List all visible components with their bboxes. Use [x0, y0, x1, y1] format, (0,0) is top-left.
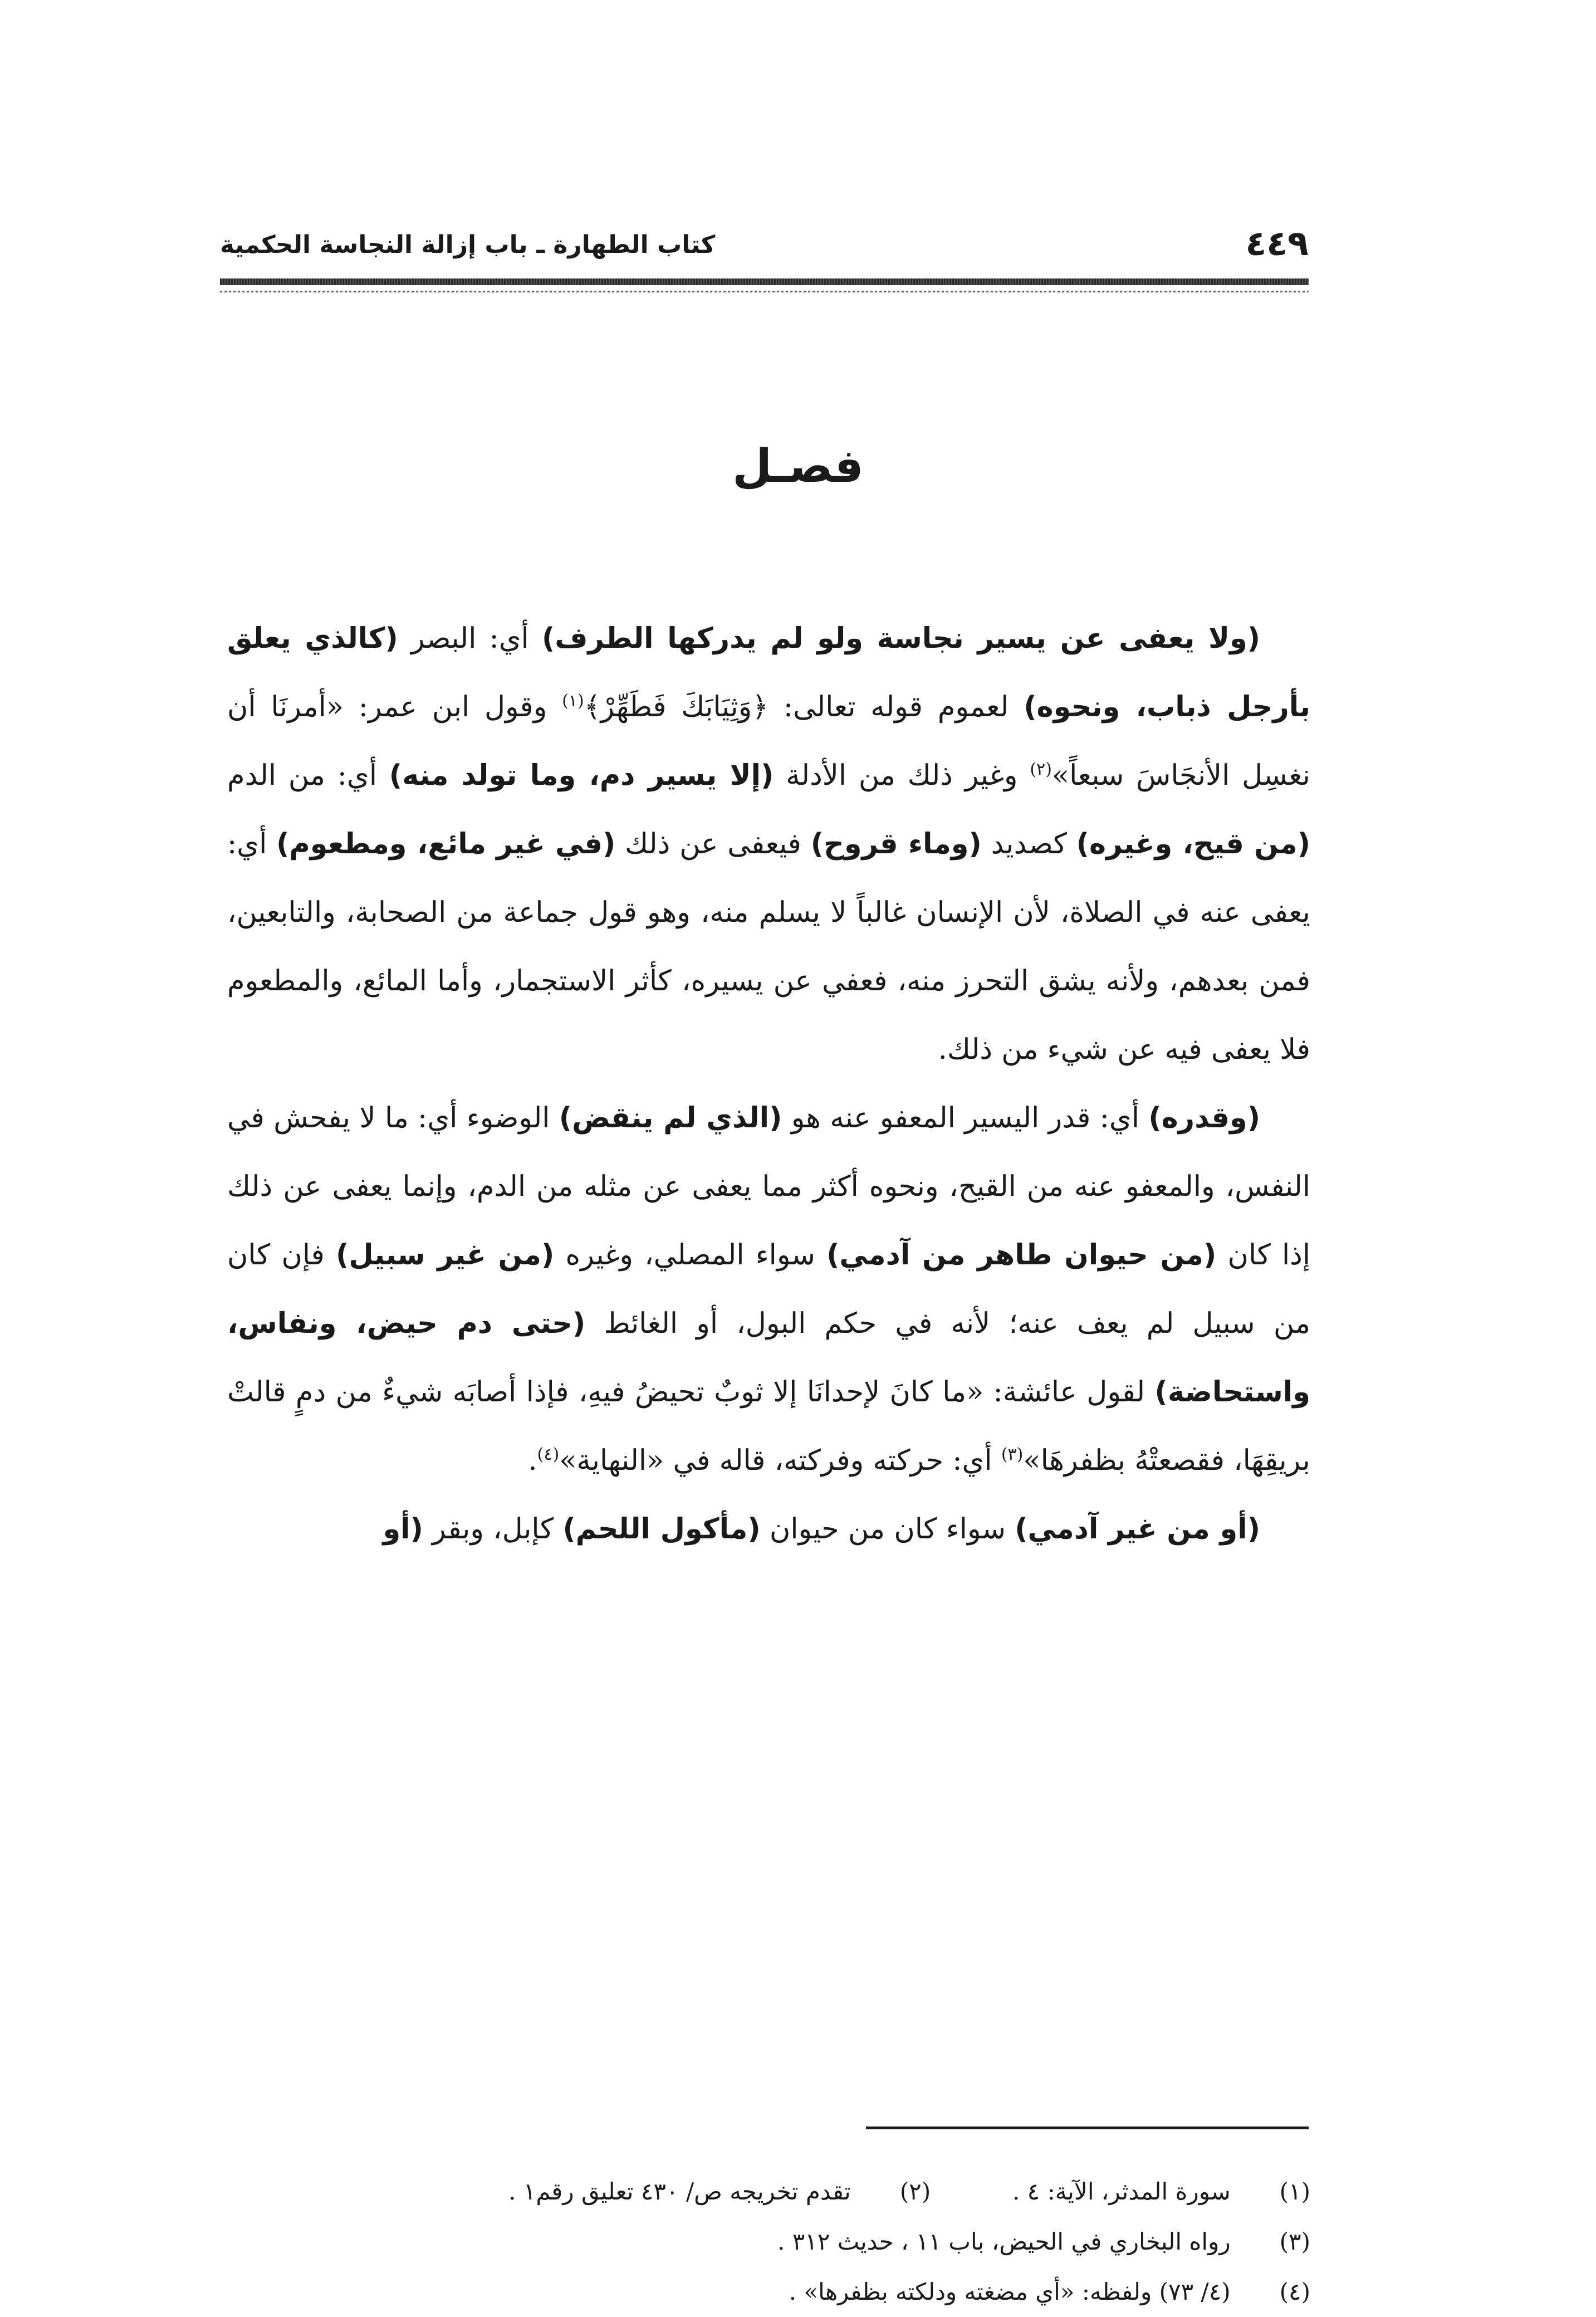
matn-text: (حتى دم حيض، ونفاس، واستحاضة)	[227, 1307, 1310, 1409]
matn-text: (كالذي يعلق بأرجل ذباب، ونحوه)	[227, 622, 1311, 724]
commentary-text: الوضوء أي: ما لا يفحش في النفس، والمعفو عنه من القيح، ونحوه أكثر مما يعفى عن مثله من الدم، وإنما يعفى عن ذلك إذا كان	[227, 1102, 1311, 1272]
footnote-ref[interactable]: (٣)	[1001, 1445, 1024, 1464]
footnote-text: (٤/ ٧٣) ولفظه: «أي مضغته ودلكته بظفرها» .	[789, 2278, 1231, 2305]
commentary-text: وغير ذلك من الأدلة	[773, 759, 1030, 792]
commentary-text: أي: البصر	[398, 622, 542, 655]
footnote-separator	[866, 2127, 1309, 2129]
running-header	[220, 223, 1309, 267]
footnote-ref[interactable]: (١)	[562, 691, 584, 711]
commentary-text: فيعفى عن ذلك	[615, 828, 811, 861]
footnote-number: (٢)	[899, 2178, 931, 2205]
commentary-text: كصديد	[981, 828, 1076, 861]
commentary-text: لعموم قوله تعالى: ﴿وَثِيَابَكَ فَطَهِّرْ﴾	[584, 691, 1024, 724]
footnote-ref[interactable]: (٢)	[1030, 760, 1052, 779]
matn-text: (من غير سبيل)	[336, 1239, 555, 1272]
matn-text: (أو	[383, 1513, 423, 1546]
matn-text: (إلا يسير دم، وما تولد منه)	[389, 759, 774, 792]
matn-text: (من قيح، وغيره)	[1076, 828, 1311, 861]
paragraph	[227, 1495, 1310, 1563]
commentary-text: فإن كان من سبيل لم يعف عنه؛ لأنه في حكم البول، أو الغائط	[227, 1239, 1311, 1340]
footnotes	[227, 2167, 1310, 2317]
matn-text: (من حيوان طاهر من آدمي)	[826, 1239, 1217, 1272]
section-title: فصـل	[732, 440, 864, 493]
matn-text: (في غير مائع، ومطعوم)	[276, 828, 616, 861]
commentary-text: وقول ابن عمر: «أمرنَا أن نغسِل الأنجَاسَ سبعاً»	[227, 691, 1310, 792]
footnote-line	[227, 2217, 1310, 2267]
commentary-text: كإبل، وبقر	[423, 1513, 563, 1546]
header-rule-dotted	[220, 291, 1309, 292]
footnote-ref[interactable]: (٤)	[537, 1445, 560, 1464]
commentary-text: .	[528, 1444, 537, 1477]
commentary-text: أي: من الدم	[227, 759, 389, 792]
footnote-number: (٤)	[1279, 2278, 1310, 2305]
matn-text: (مأكول اللحم)	[562, 1513, 761, 1546]
matn-text: (أو من غير آدمي)	[1015, 1513, 1260, 1546]
commentary-text: سواء كان من حيوان	[760, 1513, 1015, 1546]
footnote-line	[227, 2267, 1310, 2317]
footnote-text: رواه البخاري في الحيض، باب ١١ ، حديث ٣١٢ .	[777, 2228, 1231, 2255]
footnote-number: (٣)	[1279, 2228, 1310, 2255]
running-title: كتاب الطهارة ـ باب إزالة النجاسة الحكمية	[220, 231, 716, 259]
paragraph	[227, 1084, 1310, 1495]
commentary-text: سواء المصلي، وغيره	[554, 1239, 827, 1272]
header-rule	[220, 278, 1309, 285]
footnote-line	[227, 2167, 1310, 2217]
footnote-text: تقدم تخريجه ص/ ٤٣٠ تعليق رقم١ .	[508, 2178, 851, 2205]
matn-text: (ولا يعفى عن يسير نجاسة ولو لم يدركها الطرف)	[541, 622, 1261, 655]
body-text	[227, 604, 1310, 1563]
matn-text: (الذي لم ينقض)	[559, 1102, 782, 1135]
matn-text: (وقدره)	[1148, 1102, 1260, 1135]
commentary-text: أي: يعفى عنه في الصلاة، لأن الإنسان غالباً لا يسلم منه، وهو قول جماعة من الصحابة، والتابعين، فمن بعدهم، ولأنه يشق التحرز منه، فعفي عن يسيره، كأثر الاستجمار، وأما المائع، والمطعوم فلا يعفى فيه عن شيء من ذلك.	[227, 828, 1310, 1066]
matn-text: (وماء قروح)	[810, 828, 982, 861]
footnote-text: سورة المدثر، الآية: ٤ .	[1012, 2178, 1231, 2205]
footnote-number: (١)	[1279, 2178, 1310, 2205]
paragraph	[227, 604, 1310, 1084]
commentary-text: لقول عائشة: «ما كانَ لإحدانَا إلا ثوبٌ تحيضُ فيهِ، فإذا أصابَه شيءٌ من دمٍ قالتْ بريقِهَا، فقصعتْهُ بظفرهَا»	[227, 1376, 1310, 1477]
commentary-text: أي: حركته وفركته، قاله في «النهاية»	[559, 1444, 1001, 1477]
page-number: ٤٤٩	[1245, 223, 1309, 263]
commentary-text: أي: قدر اليسير المعفو عنه هو	[782, 1102, 1149, 1135]
